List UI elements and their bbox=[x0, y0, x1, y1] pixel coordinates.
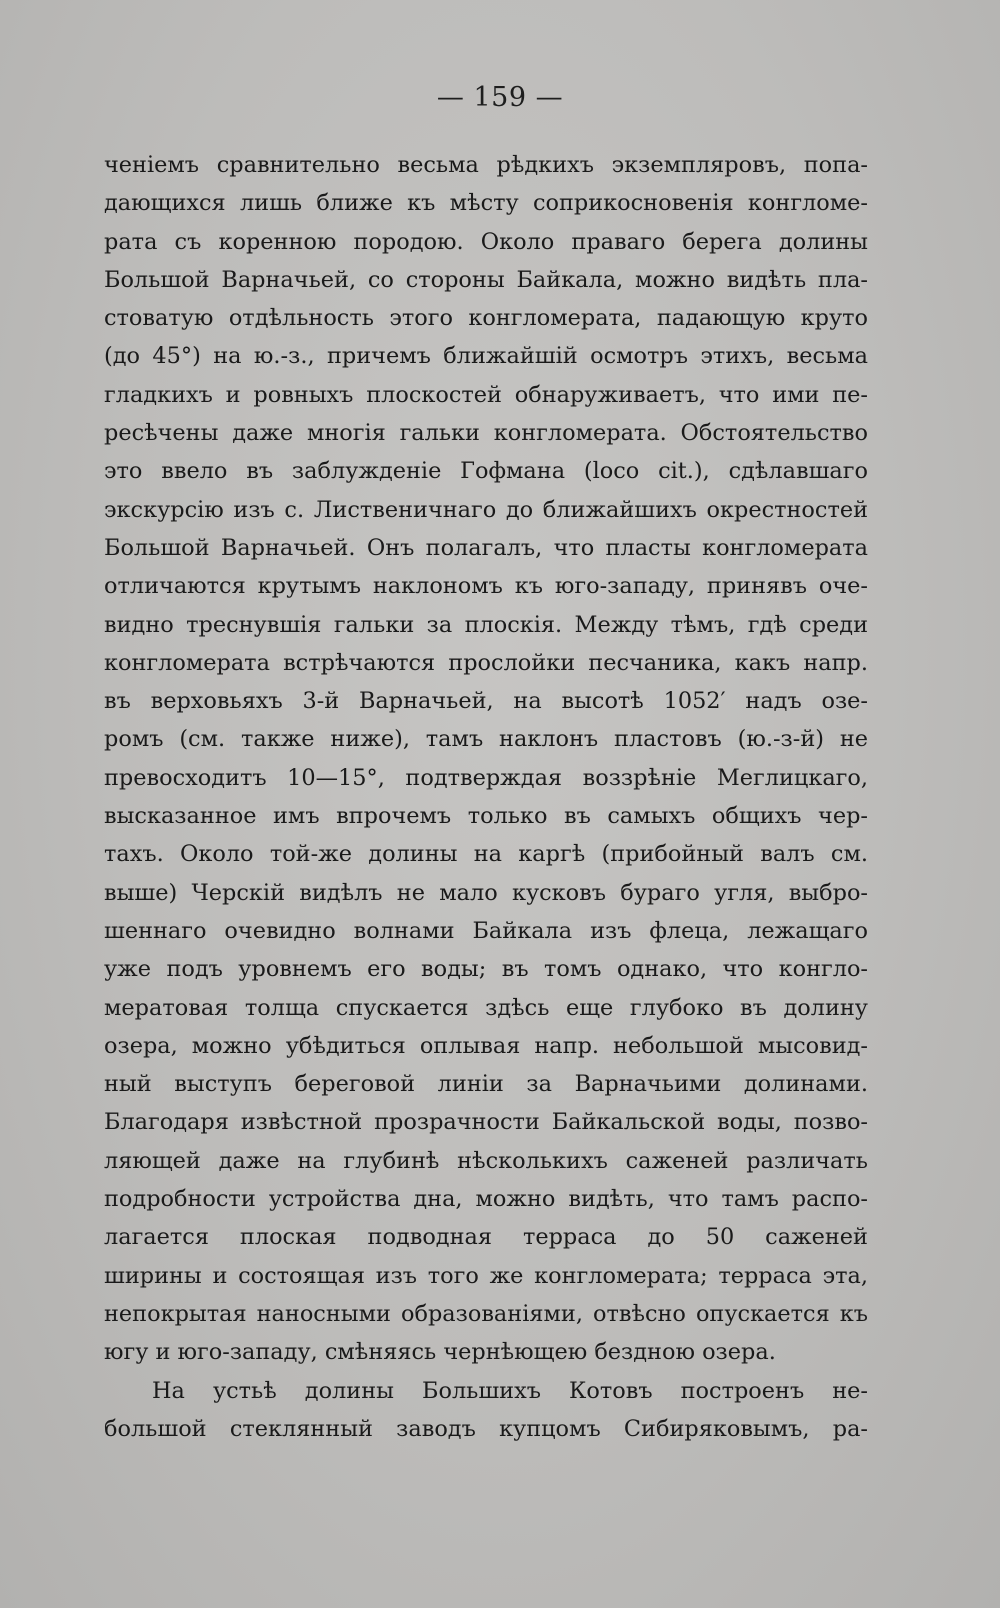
text-line: конгломерата встрѣчаются прослойки песчаника, какъ напр. bbox=[104, 649, 868, 676]
text-line: Благодаря извѣстной прозрачности Байкальской воды, позво- bbox=[104, 1109, 868, 1136]
text-line: это ввело въ заблужденіе Гофмана (loco cit.), сдѣлавшаго bbox=[104, 458, 868, 485]
text-line: отличаются крутымъ наклономъ къ юго-западу, принявъ оче- bbox=[104, 573, 868, 600]
text-line: ресѣчены даже многія гальки конгломерата. Обстоятельство bbox=[104, 420, 868, 447]
text-line: югу и юго-западу, смѣняясь чернѣющею бездною озера. bbox=[104, 1339, 776, 1366]
text-line: (до 45°) на ю.-з., причемъ ближайшій осмотръ этихъ, весьма bbox=[104, 343, 868, 370]
text-line: мератовая толща спускается здѣсь еще глубоко въ долину bbox=[104, 994, 868, 1021]
text-line: Большой Варначьей, со стороны Байкала, можно видѣть пла- bbox=[104, 266, 868, 293]
text-line: выше) Черскій видѣлъ не мало кусковъ бураго угля, выбро- bbox=[104, 879, 868, 906]
text-line: ляющей даже на глубинѣ нѣсколькихъ саженей различать bbox=[104, 1147, 868, 1174]
text-line: стоватую отдѣльность этого конгломерата, падающую круто bbox=[104, 305, 868, 332]
text-line: большой стеклянный заводъ купцомъ Сибиряковымъ, ра- bbox=[104, 1415, 868, 1442]
body-text bbox=[104, 146, 868, 1448]
text-line: лагается плоская подводная терраса до 50 саженей bbox=[104, 1224, 868, 1251]
text-line: уже подъ уровнемъ его воды; въ томъ однако, что конгло- bbox=[104, 956, 868, 983]
text-line: дающихся лишь ближе къ мѣсту соприкосновенія конгломе- bbox=[104, 190, 868, 217]
text-line: въ верховьяхъ 3-й Варначьей, на высотѣ 1052′ надъ озе- bbox=[104, 688, 868, 715]
page-number: — 159 — bbox=[436, 82, 564, 113]
text-line: превосходитъ 10—15°, подтверждая воззрѣніе Меглицкаго, bbox=[104, 764, 868, 791]
text-line: высказанное имъ впрочемъ только въ самыхъ общихъ чер- bbox=[104, 803, 868, 830]
text-line: тахъ. Около той-же долины на каргѣ (прибойный валъ см. bbox=[104, 841, 868, 868]
text-line: подробности устройства дна, можно видѣть, что тамъ распо- bbox=[104, 1186, 868, 1213]
text-line: экскурсію изъ с. Лиственичнаго до ближайшихъ окрестностей bbox=[104, 496, 868, 523]
text-line: ный выступъ береговой линіи за Варначьими долинами. bbox=[104, 1071, 868, 1098]
text-line: озера, можно убѣдиться оплывая напр. небольшой мысовид- bbox=[104, 1032, 868, 1059]
text-line: видно треснувшія гальки за плоскія. Между тѣмъ, гдѣ среди bbox=[104, 611, 868, 638]
text-line: шеннаго очевидно волнами Байкала изъ флеца, лежащаго bbox=[104, 917, 868, 944]
text-line: ромъ (см. также ниже), тамъ наклонъ пластовъ (ю.-з-й) не bbox=[104, 726, 868, 753]
text-line: рата съ коренною породою. Около праваго берега долины bbox=[104, 228, 868, 255]
text-line: ченіемъ сравнительно весьма рѣдкихъ экземпляровъ, попа- bbox=[104, 152, 868, 178]
text-line: ширины и состоящая изъ того же конгломерата; терраса эта, bbox=[104, 1262, 868, 1289]
text-line: непокрытая наносными образованіями, отвѣсно опускается къ bbox=[104, 1300, 868, 1327]
text-line: На устьѣ долины Большихъ Котовъ построенъ не- bbox=[152, 1377, 868, 1404]
text-line: гладкихъ и ровныхъ плоскостей обнаруживаетъ, что ими пе- bbox=[104, 381, 868, 408]
text-line: Большой Варначьей. Онъ полагалъ, что пласты конгломерата bbox=[104, 534, 868, 561]
